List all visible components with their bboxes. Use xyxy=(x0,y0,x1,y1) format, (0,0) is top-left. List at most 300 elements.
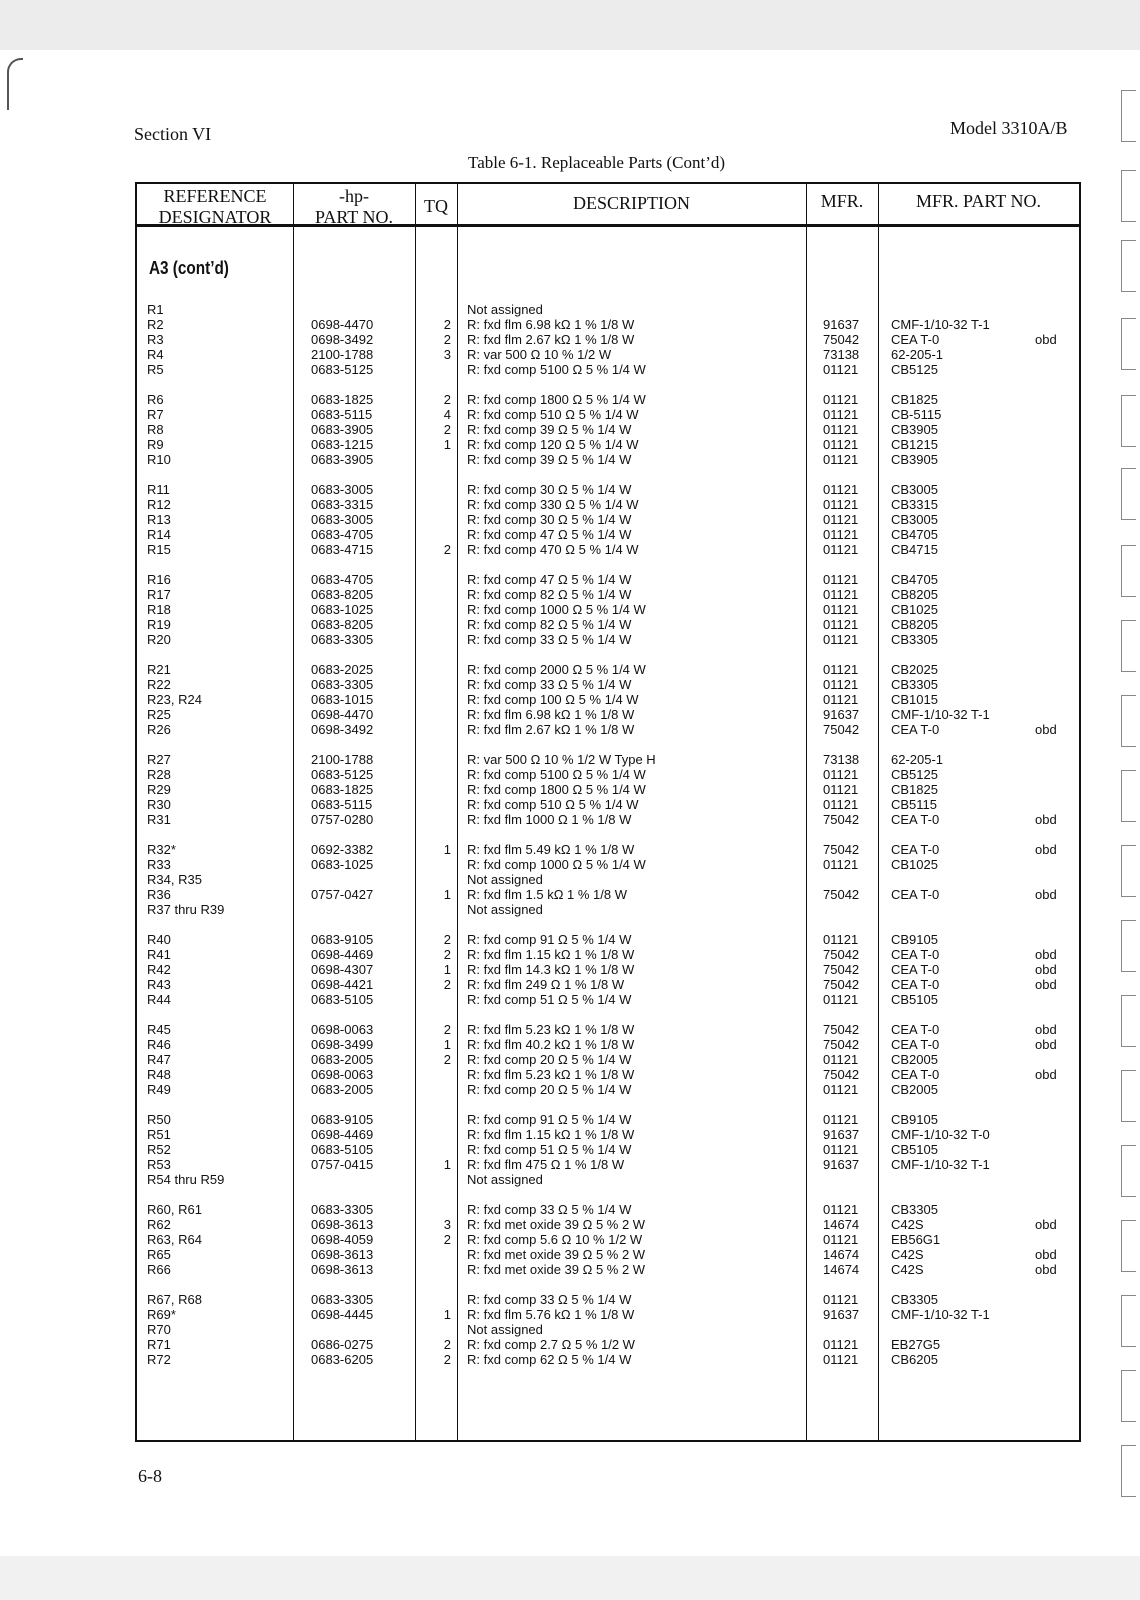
ref-designator-cell: R21 xyxy=(147,662,171,677)
mfr-part-no-cell: CB3005 xyxy=(891,512,938,527)
ref-designator-cell: R72 xyxy=(147,1352,171,1367)
mfr-cell: 73138 xyxy=(823,752,860,767)
ref-designator-cell: R47 xyxy=(147,1052,171,1067)
row-group xyxy=(137,752,1079,827)
mfr-part-no-cell: CB2005 xyxy=(891,1082,938,1097)
page-number: 6-8 xyxy=(138,1466,162,1486)
note-cell: obd xyxy=(1035,887,1057,902)
description-cell: R: fxd comp 91 Ω 5 % 1/4 W xyxy=(467,932,632,947)
table-row xyxy=(137,1202,1079,1217)
mfr-cell: 01121 xyxy=(823,677,859,692)
description-cell: Not assigned xyxy=(467,302,543,317)
description-cell: R: fxd flm 1.15 kΩ 1 % 1/8 W xyxy=(467,1127,635,1142)
table-row xyxy=(137,497,1079,512)
ref-designator-cell: R25 xyxy=(147,707,171,722)
index-tab xyxy=(1121,1370,1136,1422)
mfr-part-no-cell: CB3005 xyxy=(891,482,938,497)
header-description: DESCRIPTION xyxy=(572,193,690,213)
ref-designator-cell: R37 thru R39 xyxy=(147,902,225,917)
description-cell: R: fxd comp 510 Ω 5 % 1/4 W xyxy=(467,407,639,422)
ref-designator-cell: R43 xyxy=(147,977,171,992)
mfr-cell: 01121 xyxy=(823,407,859,422)
ref-designator-cell: R62 xyxy=(147,1217,171,1232)
table-row xyxy=(137,1337,1079,1352)
mfr-part-no-cell: CEA T-0 xyxy=(891,887,940,902)
mfr-cell: 01121 xyxy=(823,527,859,542)
hp-part-no-cell: 0683-9105 xyxy=(311,1112,374,1127)
ref-designator-cell: R45 xyxy=(147,1022,171,1037)
row-group xyxy=(137,662,1079,737)
ref-designator-cell: R7 xyxy=(147,407,164,422)
hp-part-no-cell: 0683-9105 xyxy=(311,932,374,947)
description-cell: Not assigned xyxy=(467,902,543,917)
ref-designator-cell: R28 xyxy=(147,767,171,782)
model-label: Model 3310A/B xyxy=(950,118,1068,138)
table-row xyxy=(137,1022,1079,1037)
hp-part-no-cell: 2100-1788 xyxy=(311,347,374,362)
hp-part-no-cell: 0698-3613 xyxy=(311,1217,374,1232)
index-tab xyxy=(1121,920,1136,972)
mfr-cell: 01121 xyxy=(823,692,859,707)
mfr-part-no-cell: CEA T-0 xyxy=(891,842,940,857)
mfr-cell: 75042 xyxy=(823,1067,860,1082)
description-cell: R: fxd comp 510 Ω 5 % 1/4 W xyxy=(467,797,639,812)
description-cell: Not assigned xyxy=(467,1322,543,1337)
ref-designator-cell: R50 xyxy=(147,1112,171,1127)
table-row xyxy=(137,797,1079,812)
table-row xyxy=(137,752,1079,767)
mfr-part-no-cell: CB3905 xyxy=(891,422,938,437)
description-cell: R: fxd comp 82 Ω 5 % 1/4 W xyxy=(467,587,632,602)
mfr-cell: 75042 xyxy=(823,977,860,992)
mfr-part-no-cell: EB27G5 xyxy=(891,1337,941,1352)
hp-part-no-cell: 0683-5105 xyxy=(311,1142,374,1157)
hp-part-no-cell: 0698-3492 xyxy=(311,332,374,347)
index-tab xyxy=(1121,90,1136,142)
hp-part-no-cell: 0698-4059 xyxy=(311,1232,374,1247)
tq-cell: 2 xyxy=(443,1337,451,1352)
tq-cell: 2 xyxy=(443,932,451,947)
description-cell: R: fxd comp 33 Ω 5 % 1/4 W xyxy=(467,677,632,692)
hp-part-no-cell: 0683-3305 xyxy=(311,1292,374,1307)
tq-cell: 2 xyxy=(443,332,451,347)
row-group xyxy=(137,572,1079,647)
index-tab xyxy=(1121,995,1136,1047)
description-cell: R: fxd comp 39 Ω 5 % 1/4 W xyxy=(467,452,632,467)
description-cell: R: fxd comp 51 Ω 5 % 1/4 W xyxy=(467,1142,632,1157)
table-row xyxy=(137,872,1079,887)
mfr-cell: 91637 xyxy=(823,1127,860,1142)
mfr-cell: 01121 xyxy=(823,1052,859,1067)
ref-designator-cell: R26 xyxy=(147,722,171,737)
description-cell: R: fxd comp 100 Ω 5 % 1/4 W xyxy=(467,692,639,707)
description-cell: R: fxd comp 1000 Ω 5 % 1/4 W xyxy=(467,602,646,617)
ref-designator-cell: R66 xyxy=(147,1262,171,1277)
description-cell: R: fxd comp 62 Ω 5 % 1/4 W xyxy=(467,1352,632,1367)
table-row xyxy=(137,1052,1079,1067)
table-row xyxy=(137,902,1079,917)
hp-part-no-cell: 0692-3382 xyxy=(311,842,374,857)
hp-part-no-cell: 0757-0427 xyxy=(311,887,374,902)
description-cell: R: fxd comp 82 Ω 5 % 1/4 W xyxy=(467,617,632,632)
table-row xyxy=(137,407,1079,422)
hp-part-no-cell: 0683-2005 xyxy=(311,1082,374,1097)
description-cell: R: fxd comp 20 Ω 5 % 1/4 W xyxy=(467,1052,632,1067)
index-tab xyxy=(1121,1295,1136,1347)
hp-part-no-cell: 0683-1825 xyxy=(311,782,374,797)
mfr-cell: 75042 xyxy=(823,887,860,902)
mfr-cell: 01121 xyxy=(823,782,859,797)
mfr-part-no-cell: CB2005 xyxy=(891,1052,938,1067)
mfr-cell: 01121 xyxy=(823,1292,859,1307)
table-row xyxy=(137,1292,1079,1307)
mfr-part-no-cell: CB5105 xyxy=(891,992,938,1007)
table-row xyxy=(137,1217,1079,1232)
tq-cell: 2 xyxy=(443,1352,451,1367)
mfr-part-no-cell: CEA T-0 xyxy=(891,1037,940,1052)
mfr-cell: 01121 xyxy=(823,932,859,947)
mfr-cell: 01121 xyxy=(823,1112,859,1127)
table-row xyxy=(137,692,1079,707)
description-cell: R: fxd met oxide 39 Ω 5 % 2 W xyxy=(467,1262,646,1277)
mfr-cell: 01121 xyxy=(823,1352,859,1367)
mfr-cell: 01121 xyxy=(823,422,859,437)
ref-designator-cell: R23, R24 xyxy=(147,692,202,707)
hp-part-no-cell: 0698-3499 xyxy=(311,1037,374,1052)
tq-cell: 1 xyxy=(443,887,451,902)
ref-designator-cell: R17 xyxy=(147,587,171,602)
tq-cell: 2 xyxy=(443,947,451,962)
table-row xyxy=(137,362,1079,377)
table-row xyxy=(137,452,1079,467)
note-cell: obd xyxy=(1035,1247,1057,1262)
header-tq: TQ xyxy=(424,196,448,216)
header-ref-line2: DESIGNATOR xyxy=(158,207,272,227)
hp-part-no-cell: 2100-1788 xyxy=(311,752,374,767)
table-row xyxy=(137,512,1079,527)
index-tab xyxy=(1121,845,1136,897)
note-cell: obd xyxy=(1035,1022,1057,1037)
ref-designator-cell: R3 xyxy=(147,332,164,347)
mfr-part-no-cell: CMF-1/10-32 T-1 xyxy=(891,707,990,722)
index-tab xyxy=(1121,545,1136,597)
scan-bottom-margin xyxy=(0,1556,1140,1600)
description-cell: R: fxd comp 47 Ω 5 % 1/4 W xyxy=(467,572,632,587)
mfr-part-no-cell: CMF-1/10-32 T-1 xyxy=(891,1157,990,1172)
mfr-part-no-cell: CB6205 xyxy=(891,1352,938,1367)
mfr-part-no-cell: CB5105 xyxy=(891,1142,938,1157)
table-row xyxy=(137,1307,1079,1322)
table-row xyxy=(137,392,1079,407)
hp-part-no-cell: 0698-4469 xyxy=(311,947,374,962)
table-row xyxy=(137,977,1079,992)
table-row xyxy=(137,1352,1079,1367)
description-cell: R: fxd met oxide 39 Ω 5 % 2 W xyxy=(467,1247,646,1262)
mfr-part-no-cell: CB8205 xyxy=(891,617,938,632)
hp-part-no-cell: 0683-5115 xyxy=(311,797,373,812)
table-row xyxy=(137,542,1079,557)
hp-part-no-cell: 0683-3905 xyxy=(311,422,374,437)
table-row xyxy=(137,1262,1079,1277)
hp-part-no-cell: 0683-4715 xyxy=(311,542,374,557)
note-cell: obd xyxy=(1035,722,1057,737)
description-cell: R: var 500 Ω 10 % 1/2 W xyxy=(467,347,612,362)
description-cell: Not assigned xyxy=(467,1172,543,1187)
ref-designator-cell: R10 xyxy=(147,452,171,467)
ref-designator-cell: R12 xyxy=(147,497,171,512)
ref-designator-cell: R67, R68 xyxy=(147,1292,202,1307)
table-row xyxy=(137,1172,1079,1187)
description-cell: R: fxd comp 330 Ω 5 % 1/4 W xyxy=(467,497,639,512)
hp-part-no-cell: 0683-3005 xyxy=(311,482,374,497)
hp-part-no-cell: 0698-4470 xyxy=(311,317,374,332)
scan-page-edge xyxy=(7,58,23,110)
ref-designator-cell: R5 xyxy=(147,362,164,377)
mfr-part-no-cell: CB8205 xyxy=(891,587,938,602)
ref-designator-cell: R41 xyxy=(147,947,171,962)
ref-designator-cell: R8 xyxy=(147,422,164,437)
table-row xyxy=(137,962,1079,977)
header-part-line2: PART NO. xyxy=(315,207,393,227)
table-row xyxy=(137,527,1079,542)
hp-part-no-cell: 0683-5125 xyxy=(311,767,374,782)
mfr-part-no-cell: CB3305 xyxy=(891,677,938,692)
mfr-cell: 01121 xyxy=(823,767,859,782)
hp-part-no-cell: 0698-4307 xyxy=(311,962,374,977)
description-cell: R: fxd flm 40.2 kΩ 1 % 1/8 W xyxy=(467,1037,635,1052)
hp-part-no-cell: 0683-5105 xyxy=(311,992,374,1007)
index-tab xyxy=(1121,395,1136,447)
mfr-cell: 91637 xyxy=(823,1307,860,1322)
mfr-cell: 75042 xyxy=(823,722,860,737)
mfr-part-no-cell: CEA T-0 xyxy=(891,962,940,977)
tq-cell: 1 xyxy=(443,1157,451,1172)
mfr-part-no-cell: CMF-1/10-32 T-1 xyxy=(891,317,990,332)
table-row xyxy=(137,1037,1079,1052)
index-tab xyxy=(1121,1445,1136,1497)
section-label: Section VI xyxy=(134,124,212,144)
ref-designator-cell: R46 xyxy=(147,1037,171,1052)
mfr-part-no-cell: CB4705 xyxy=(891,527,938,542)
index-tab xyxy=(1121,468,1136,520)
tq-cell: 2 xyxy=(443,317,451,332)
tq-cell: 4 xyxy=(443,407,451,422)
hp-part-no-cell: 0683-1025 xyxy=(311,602,374,617)
description-cell: R: fxd flm 249 Ω 1 % 1/8 W xyxy=(467,977,625,992)
tq-cell: 3 xyxy=(443,1217,451,1232)
mfr-cell: 14674 xyxy=(823,1262,860,1277)
description-cell: R: fxd flm 5.23 kΩ 1 % 1/8 W xyxy=(467,1067,635,1082)
description-cell: R: fxd comp 33 Ω 5 % 1/4 W xyxy=(467,1202,632,1217)
tq-cell: 1 xyxy=(443,842,451,857)
index-tab xyxy=(1121,318,1136,370)
mfr-part-no-cell: C42S xyxy=(891,1262,924,1277)
table-row xyxy=(137,482,1079,497)
mfr-part-no-cell: CEA T-0 xyxy=(891,947,940,962)
description-cell: R: fxd comp 33 Ω 5 % 1/4 W xyxy=(467,1292,632,1307)
description-cell: R: var 500 Ω 10 % 1/2 W Type H xyxy=(467,752,656,767)
note-cell: obd xyxy=(1035,947,1057,962)
ref-designator-cell: R60, R61 xyxy=(147,1202,202,1217)
mfr-cell: 01121 xyxy=(823,1337,859,1352)
mfr-cell: 01121 xyxy=(823,392,859,407)
description-cell: R: fxd flm 1000 Ω 1 % 1/8 W xyxy=(467,812,632,827)
mfr-cell: 75042 xyxy=(823,962,860,977)
ref-designator-cell: R54 thru R59 xyxy=(147,1172,225,1187)
ref-designator-cell: R69* xyxy=(147,1307,176,1322)
table-row xyxy=(137,617,1079,632)
mfr-cell: 01121 xyxy=(823,617,859,632)
hp-part-no-cell: 0683-1215 xyxy=(311,437,374,452)
ref-designator-cell: R29 xyxy=(147,782,171,797)
hp-part-no-cell: 0698-3492 xyxy=(311,722,374,737)
note-cell: obd xyxy=(1035,332,1057,347)
description-cell: R: fxd flm 5.49 kΩ 1 % 1/8 W xyxy=(467,842,635,857)
mfr-cell: 75042 xyxy=(823,1037,860,1052)
header-hp-part-no xyxy=(293,186,415,228)
note-cell: obd xyxy=(1035,842,1057,857)
mfr-cell: 01121 xyxy=(823,542,859,557)
table-row xyxy=(137,662,1079,677)
mfr-cell: 14674 xyxy=(823,1247,860,1262)
description-cell: R: fxd comp 51 Ω 5 % 1/4 W xyxy=(467,992,632,1007)
table-row xyxy=(137,587,1079,602)
table-row xyxy=(137,302,1079,317)
mfr-part-no-cell: CEA T-0 xyxy=(891,1067,940,1082)
mfr-part-no-cell: CB-5115 xyxy=(891,407,942,422)
mfr-part-no-cell: CEA T-0 xyxy=(891,1022,940,1037)
table-row xyxy=(137,887,1079,902)
note-cell: obd xyxy=(1035,977,1057,992)
mfr-part-no-cell: C42S xyxy=(891,1217,924,1232)
description-cell: R: fxd comp 2000 Ω 5 % 1/4 W xyxy=(467,662,646,677)
ref-designator-cell: R2 xyxy=(147,317,164,332)
ref-designator-cell: R14 xyxy=(147,527,171,542)
mfr-cell: 01121 xyxy=(823,587,859,602)
hp-part-no-cell: 0757-0415 xyxy=(311,1157,374,1172)
mfr-part-no-cell: CB1215 xyxy=(891,437,938,452)
mfr-part-no-cell: CEA T-0 xyxy=(891,977,940,992)
table-row xyxy=(137,1082,1079,1097)
mfr-cell: 91637 xyxy=(823,1157,860,1172)
mfr-part-no-cell: CB3315 xyxy=(891,497,938,512)
row-group xyxy=(137,932,1079,1007)
table-row xyxy=(137,1247,1079,1262)
row-group xyxy=(137,1112,1079,1187)
mfr-part-no-cell: CB4715 xyxy=(891,542,938,557)
description-cell: R: fxd flm 5.23 kΩ 1 % 1/8 W xyxy=(467,1022,635,1037)
index-tab xyxy=(1121,620,1136,672)
ref-designator-cell: R44 xyxy=(147,992,171,1007)
mfr-cell: 01121 xyxy=(823,482,859,497)
index-tab xyxy=(1121,695,1136,747)
description-cell: R: fxd comp 1800 Ω 5 % 1/4 W xyxy=(467,782,646,797)
description-cell: R: fxd flm 2.67 kΩ 1 % 1/8 W xyxy=(467,332,635,347)
hp-part-no-cell: 0683-3305 xyxy=(311,1202,374,1217)
table-row xyxy=(137,677,1079,692)
tq-cell: 1 xyxy=(443,1307,451,1322)
table-row xyxy=(137,1157,1079,1172)
ref-designator-cell: R15 xyxy=(147,542,171,557)
table-row xyxy=(137,572,1079,587)
hp-part-no-cell: 0683-2005 xyxy=(311,1052,374,1067)
note-cell: obd xyxy=(1035,962,1057,977)
table-row xyxy=(137,347,1079,362)
hp-part-no-cell: 0683-3305 xyxy=(311,677,374,692)
hp-part-no-cell: 0698-0063 xyxy=(311,1022,374,1037)
hp-part-no-cell: 0683-3905 xyxy=(311,452,374,467)
table-row xyxy=(137,422,1079,437)
ref-designator-cell: R19 xyxy=(147,617,171,632)
hp-part-no-cell: 0683-1015 xyxy=(311,692,374,707)
table-row xyxy=(137,1142,1079,1157)
index-tab xyxy=(1121,240,1136,292)
hp-part-no-cell: 0698-3613 xyxy=(311,1262,374,1277)
table-row xyxy=(137,782,1079,797)
mfr-cell: 91637 xyxy=(823,707,860,722)
mfr-cell: 01121 xyxy=(823,512,859,527)
table-body xyxy=(137,302,1079,1382)
table-row xyxy=(137,602,1079,617)
description-cell: R: fxd comp 1000 Ω 5 % 1/4 W xyxy=(467,857,646,872)
mfr-cell: 14674 xyxy=(823,1217,860,1232)
mfr-cell: 75042 xyxy=(823,947,860,962)
mfr-part-no-cell: 62-205-1 xyxy=(891,347,944,362)
description-cell: R: fxd flm 6.98 kΩ 1 % 1/8 W xyxy=(467,707,635,722)
table-caption: Table 6-1. Replaceable Parts (Cont’d) xyxy=(468,153,726,172)
index-tab xyxy=(1121,1220,1136,1272)
tq-cell: 2 xyxy=(443,1022,451,1037)
mfr-cell: 01121 xyxy=(823,1082,859,1097)
row-group xyxy=(137,1022,1079,1097)
ref-designator-cell: R36 xyxy=(147,887,171,902)
hp-part-no-cell: 0683-6205 xyxy=(311,1352,374,1367)
mfr-cell: 01121 xyxy=(823,602,859,617)
ref-designator-cell: R4 xyxy=(147,347,164,362)
ref-designator-cell: R42 xyxy=(147,962,171,977)
mfr-cell: 01121 xyxy=(823,797,859,812)
hp-part-no-cell: 0698-3613 xyxy=(311,1247,374,1262)
mfr-part-no-cell: CEA T-0 xyxy=(891,332,940,347)
mfr-part-no-cell: CB1015 xyxy=(891,692,938,707)
description-cell: R: fxd met oxide 39 Ω 5 % 2 W xyxy=(467,1217,646,1232)
table-row xyxy=(137,812,1079,827)
ref-designator-cell: R63, R64 xyxy=(147,1232,202,1247)
mfr-part-no-cell: CB3305 xyxy=(891,632,938,647)
row-group xyxy=(137,482,1079,557)
mfr-cell: 01121 xyxy=(823,632,859,647)
description-cell: R: fxd flm 5.76 kΩ 1 % 1/8 W xyxy=(467,1307,635,1322)
assembly-title: A3 (cont’d) xyxy=(149,258,229,278)
table-row xyxy=(137,332,1079,347)
ref-designator-cell: R34, R35 xyxy=(147,872,202,887)
table-row xyxy=(137,1127,1079,1142)
mfr-part-no-cell: CB1025 xyxy=(891,857,938,872)
mfr-part-no-cell: CB1825 xyxy=(891,782,938,797)
ref-designator-cell: R53 xyxy=(147,1157,171,1172)
mfr-cell: 01121 xyxy=(823,572,859,587)
description-cell: R: fxd comp 120 Ω 5 % 1/4 W xyxy=(467,437,639,452)
mfr-part-no-cell: CMF-1/10-32 T-1 xyxy=(891,1307,990,1322)
mfr-part-no-cell: CB2025 xyxy=(891,662,938,677)
tq-cell: 3 xyxy=(443,347,451,362)
table-row xyxy=(137,1067,1079,1082)
mfr-part-no-cell: CB9105 xyxy=(891,932,938,947)
ref-designator-cell: R20 xyxy=(147,632,171,647)
row-group xyxy=(137,1292,1079,1367)
header-mfr-part-no: MFR. PART NO. xyxy=(916,191,1041,211)
hp-part-no-cell: 0757-0280 xyxy=(311,812,374,827)
